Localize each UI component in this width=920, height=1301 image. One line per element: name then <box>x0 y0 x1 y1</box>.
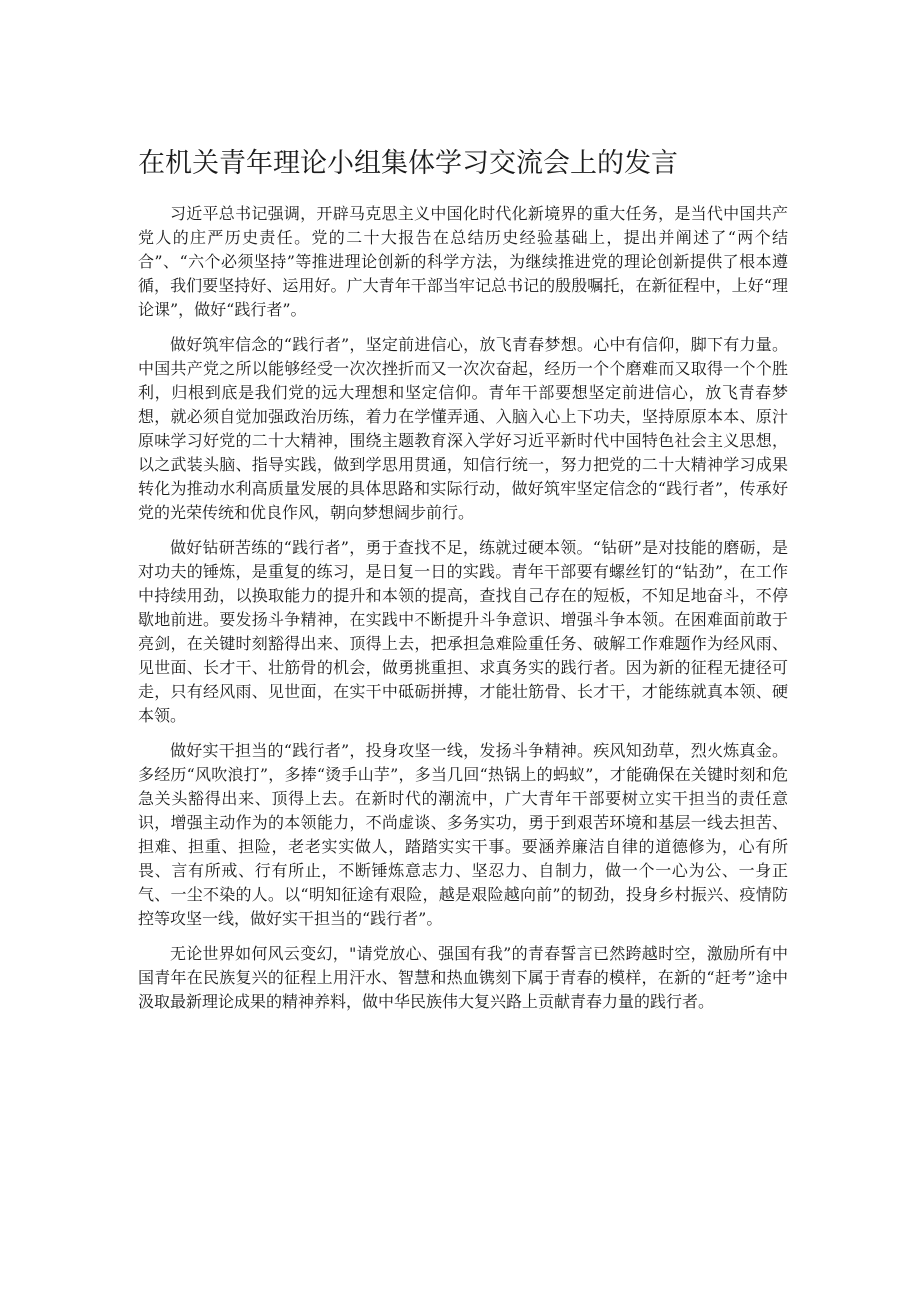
paragraph-skills: 做好钻研苦练的“践行者”，勇于查找不足，练就过硬本领。“钻研”是对技能的磨砺，是对功夫的锤炼，是重复的练习，是日复一日的实践。青年干部要有螺丝钉的“钻劲”，在工作中持续用劲，以换取能力的提升和本领的提高，查找自己存在的短板，不知足地奋斗，不停歇地前进。要发扬斗争精神，在实践中不断提升斗争意识、增强斗争本领。在困难面前敢于亮剑，在关键时刻豁得出来、顶得上去，把承担急难险重任务、破解工作难题作为经风雨、见世面、长才干、壮筋骨的机会，做勇挑重担、求真务实的践行者。因为新的征程无捷径可走，只有经风雨、见世面，在实干中砥砺拼搏，才能壮筋骨、长才干，才能练就真本领、硬本领。 <box>138 538 788 725</box>
paragraph-faith: 做好筑牢信念的“践行者”，坚定前进信心，放飞青春梦想。心中有信仰，脚下有力量。中国共产党之所以能够经受一次次挫折而又一次次奋起，经历一个个磨难而又取得一个个胜利，归根到底是我们党的远大理想和坚定信仰。青年干部要想坚定前进信心，放飞青春梦想，就必须自觉加强政治历练，着力在学懂弄通、入脑入心上下功夫，坚持原原本本、原汁原味学习好党的二十大精神，围绕主题教育深入学好习近平新时代中国特色社会主义思想，以之武装头脑、指导实践，做到学思用贯通，知信行统一，努力把党的二十大精神学习成果转化为推动水利高质量发展的具体思路和实际行动，做好筑牢坚定信念的“践行者”，传承好党的光荣传统和优良作风，朝向梦想阔步前行。 <box>138 335 788 522</box>
paragraph-intro: 习近平总书记强调，开辟马克思主义中国化时代化新境界的重大任务，是当代中国共产党人的庄严历史责任。党的二十大报告在总结历史经验基础上，提出并阐述了“两个结合”、“六个必须坚持”等推进理论创新的科学方法，为继续推进党的理论创新提供了根本遵循，我们要坚持好、运用好。广大青年干部当牢记总书记的殷殷嘱托，在新征程中，上好“理论课”，做好“践行者”。 <box>138 204 788 319</box>
document-title: 在机关青年理论小组集体学习交流会上的发言 <box>138 148 678 179</box>
document-body <box>138 146 788 1025</box>
paragraph-conclusion: 无论世界如何风云变幻，"请党放心、强国有我”的青春誓言已然跨越时空，激励所有中国青年在民族复兴的征程上用汗水、智慧和热血镌刻下属于青春的模样，在新的“赶考”途中汲取最新理论成果的精神养料，做中华民族伟大复兴路上贡献青春力量的践行者。 <box>138 944 788 1011</box>
paragraph-responsibility: 做好实干担当的“践行者”，投身攻坚一线，发扬斗争精神。疾风知劲草，烈火炼真金。多经历“风吹浪打”，多捧“烫手山芋”，多当几回“热锅上的蚂蚁”，才能确保在关键时刻和危急关头豁得出来、顶得上去。在新时代的潮流中，广大青年干部要树立实干担当的责任意识，增强主动作为的本领能力，不尚虚谈、多务实功，勇于到艰苦环境和基层一线去担苦、担难、担重、担险，老老实实做人，踏踏实实干事。要涵养廉洁自律的道德修为，心有所畏、言有所戒、行有所止，不断锤炼意志力、坚忍力、自制力，做一个一心为公、一身正气、一尘不染的人。以“明知征途有艰险，越是艰险越向前”的韧劲，投身乡村振兴、疫情防控等攻坚一线，做好实干担当的“践行者”。 <box>138 741 788 928</box>
